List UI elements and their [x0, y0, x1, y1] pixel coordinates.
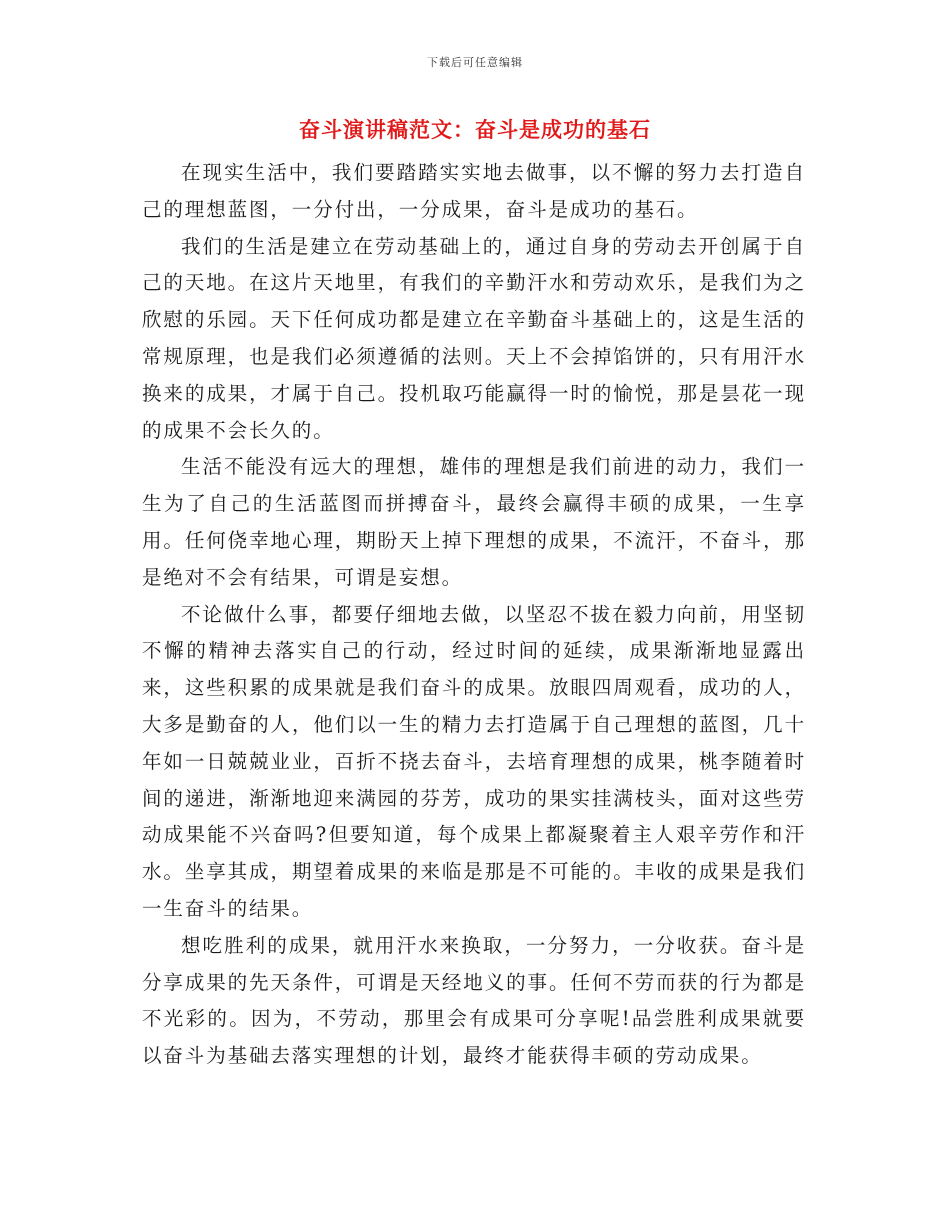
paragraph: 生活不能没有远大的理想，雄伟的理想是我们前进的动力，我们一生为了自己的生活蓝图而拼搏奋斗，最终会赢得丰硕的成果，一生享用。任何侥幸地心理，期盼天上掉下理想的成果，不流汗，不奋斗，那是绝对不会有结果，可谓是妄想。 [142, 455, 806, 589]
header-note: 下载后可任意编辑 [427, 56, 523, 69]
document-title: 奋斗演讲稿范文：奋斗是成功的基石 [299, 117, 651, 142]
paragraph: 我们的生活是建立在劳动基础上的，通过自身的劳动去开创属于自己的天地。在这片天地里，有我们的辛勤汗水和劳动欢乐，是我们为之欣慰的乐园。天下任何成功都是建立在辛勤奋斗基础上的，这是生活的常规原理，也是我们必须遵循的法则。天上不会掉馅饼的，只有用汗水换来的成果，才属于自己。投机取巧能赢得一时的愉悦，那是昙花一现的成果不会长久的。 [142, 234, 806, 442]
paragraph: 想吃胜利的成果，就用汗水来换取，一分努力，一分收获。奋斗是分享成果的先天条件，可谓是天经地义的事。任何不劳而获的行为都是不光彩的。因为，不劳动，那里会有成果可分享呢!品尝胜利成果就要以奋斗为基础去落实理想的计划，最终才能获得丰硕的劳动成果。 [142, 933, 806, 1068]
paragraph: 不论做什么事，都要仔细地去做，以坚忍不拔在毅力向前，用坚韧不懈的精神去落实自己的行动，经过时间的延续，成果渐渐地显露出来，这些积累的成果就是我们奋斗的成果。放眼四周观看，成功的人，大多是勤奋的人，他们以一生的精力去打造属于自己理想的蓝图，几十年如一日兢兢业业，百折不挠去奋斗，去培育理想的成果，桃李随着时间的递进，渐渐地迎来满园的芬芳，成功的果实挂满枝头，面对这些劳动成果能不兴奋吗?但要知道，每个成果上都凝聚着主人艰辛劳作和汗水。坐享其成，期望着成果的来临是那是不可能的。丰收的成果是我们一生奋斗的结果。 [142, 602, 806, 920]
paragraph: 在现实生活中，我们要踏踏实实地去做事，以不懈的努力去打造自己的理想蓝图，一分付出，一分成果，奋斗是成功的基石。 [142, 161, 806, 221]
document-body [142, 155, 806, 1075]
